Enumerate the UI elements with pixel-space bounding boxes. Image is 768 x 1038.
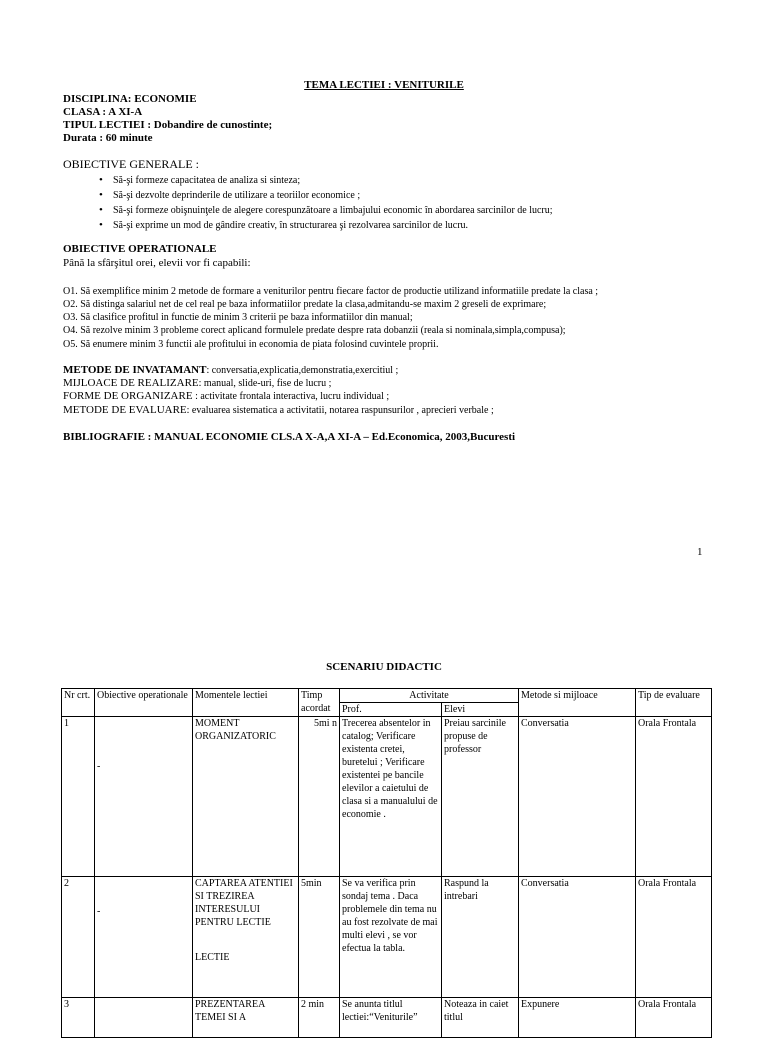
row-obiective: - [95, 877, 193, 998]
teaching-methods-value: : conversatia,explicatia,demonstratia,exercitiul ; [206, 365, 399, 376]
header-prof: Prof. [340, 703, 442, 717]
row-moment: MOMENT ORGANIZATORIC [193, 717, 299, 877]
row-elevi: Preiau sarcinile propuse de professor [442, 717, 519, 877]
resources-value: : manual, slide-uri, fise de lucru ; [198, 378, 332, 389]
row-tip: Orala Frontala [636, 717, 712, 877]
row-moment: CAPTAREA ATENTIEI SI TREZIREA INTERESULUI PENTRU LECTIE LECTIE [193, 877, 299, 998]
row-prof: Se va verifica prin sondaj tema . Daca problemele din tema nu au fost rezolvate de mai multi elevi , se vor efectua la tabla. [340, 877, 442, 998]
resources-line [63, 377, 331, 390]
table-header-row [62, 689, 712, 703]
operational-objective-o3: O3. Să clasifice profitul in functie de minim 3 criterii pe baza informatiilor din manual; [63, 312, 413, 323]
row-nr: 1 [62, 717, 95, 877]
organization-forms-value: : activitate frontala interactiva, lucru individual ; [192, 391, 390, 402]
header-durata: Durata : 60 minute [63, 132, 153, 144]
header-clasa: CLASA : A XI-A [63, 106, 143, 118]
evaluation-methods-line [63, 404, 494, 417]
operational-objective-o5: O5. Să enumere minim 3 functii ale profitului in economia de piata folosind cuvintele proprii. [63, 339, 439, 350]
row-timp: 5min [299, 877, 340, 998]
teaching-methods-label: METODE DE INVATAMANT [63, 364, 207, 376]
operational-objectives-heading: OBIECTIVE OPERATIONALE [63, 243, 217, 255]
table-row [62, 998, 712, 1038]
list-item: • Să-şi exprime un mod de gândire creativ, în structurarea şi rezolvarea sarcinilor de lucru. [113, 218, 553, 233]
list-item: • Să-şi dezvolte deprinderile de utilizare a teoriilor economice ; [113, 188, 553, 203]
table-row [62, 877, 712, 998]
scenario-title: SCENARIU DIDACTIC [326, 661, 442, 673]
header-metode: Metode si mijloace [519, 689, 636, 717]
row-obiective: - [95, 717, 193, 877]
organization-forms-label: FORME DE ORGANIZARE [63, 390, 193, 402]
list-item: • Să-şi formeze obişnuinţele de alegere corespunzătoare a limbajului economic în abordarea sarcinilor de lucru; [113, 203, 553, 218]
row-tip: Orala Frontala [636, 877, 712, 998]
row-obiective [95, 998, 193, 1038]
header-obiective: Obiective operationale [95, 689, 193, 717]
header-disciplina: DISCIPLINA: ECONOMIE [63, 93, 197, 105]
list-item: • Să-şi formeze capacitatea de analiza si sinteza; [113, 173, 553, 188]
row-timp: 2 min [299, 998, 340, 1038]
table-row [62, 717, 712, 877]
row-prof: Se anunta titlul lectiei:“Veniturile” [340, 998, 442, 1038]
header-nr: Nr crt. [62, 689, 95, 717]
row-moment: PREZENTAREA TEMEI SI A [193, 998, 299, 1038]
evaluation-methods-value: : evaluarea sistematica a activitatii, notarea raspunsurilor , aprecieri verbale ; [186, 405, 494, 416]
lesson-title: TEMA LECTIEI : VENITURILE [304, 79, 464, 91]
lesson-scenario-table [61, 688, 712, 1038]
header-tipul-lectiei: TIPUL LECTIEI : Dobandire de cunostinte; [63, 119, 273, 131]
header-timp: Timp acordat [299, 689, 340, 717]
resources-label: MIJLOACE DE REALIZARE [63, 377, 199, 389]
header-elevi: Elevi [442, 703, 519, 717]
row-timp: 5mi n [299, 717, 340, 877]
page-number: 1 [697, 546, 703, 558]
row-metode: Expunere [519, 998, 636, 1038]
header-activitate: Activitate [340, 689, 519, 703]
row-nr: 3 [62, 998, 95, 1038]
operational-objective-o1: O1. Să exemplifice minim 2 metode de formare a veniturilor pentru fiecare factor de productie utilizand informatiile predate la clasa ; [63, 286, 599, 297]
row-metode: Conversatia [519, 877, 636, 998]
row-metode: Conversatia [519, 717, 636, 877]
header-tip: Tip de evaluare [636, 689, 712, 717]
operational-objective-o2: O2. Să distinga salariul net de cel real pe baza informatiilor predate la clasa,admitandu-se maxim 2 greseli de exprimare; [63, 299, 547, 310]
row-tip: Orala Frontala [636, 998, 712, 1038]
general-objectives-list [63, 173, 553, 233]
row-elevi: Noteaza in caiet titlul [442, 998, 519, 1038]
operational-objective-o4: O4. Să rezolve minim 3 probleme corect aplicand formulele predate despre rata dobanzii (reala si nominala,simpla,compusa); [63, 325, 566, 336]
teaching-methods-line [63, 364, 398, 377]
row-nr: 2 [62, 877, 95, 998]
organization-forms-line [63, 390, 389, 403]
operational-objectives-intro: Până la sfârşitul orei, elevii vor fi capabili: [63, 257, 251, 269]
row-elevi: Raspund la intrebari [442, 877, 519, 998]
bibliography: BIBLIOGRAFIE : MANUAL ECONOMIE CLS.A X-A,A XI-A – Ed.Economica, 2003,Bucuresti [63, 431, 516, 443]
general-objectives-heading: OBIECTIVE GENERALE : [63, 157, 199, 171]
evaluation-methods-label: METODE DE EVALUARE [63, 404, 187, 416]
row-prof: Trecerea absentelor in catalog; Verificare existenta cretei, buretelui ; Verificare existentei pe bancile elevilor a caietului de clasa si a manualului de economie . [340, 717, 442, 877]
header-momentele: Momentele lectiei [193, 689, 299, 717]
